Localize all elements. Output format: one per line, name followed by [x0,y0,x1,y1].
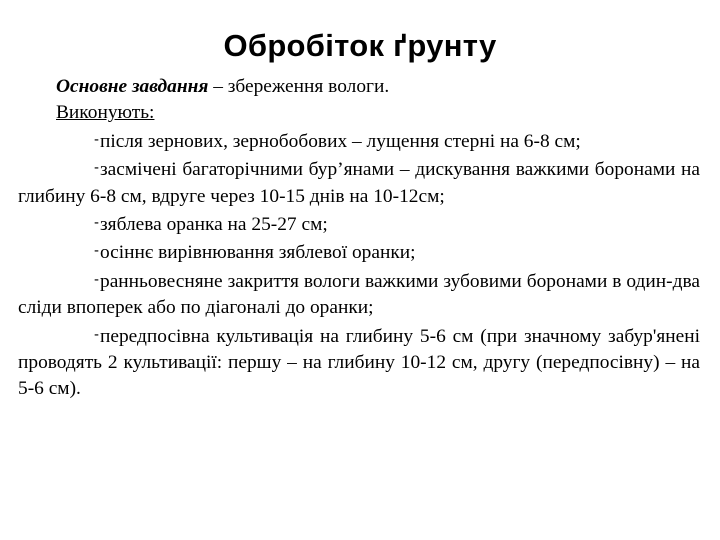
list-item [18,155,700,210]
main-task-paragraph [18,74,700,100]
performed-heading-paragraph [18,100,700,126]
slide-title: Обробіток ґрунту [223,28,497,63]
list-item [18,322,700,403]
performed-heading: Виконують: [56,102,155,124]
list-item [18,238,700,266]
list-item-text: передпосівна культивація на глибину 5-6 см (при значному забур'янені проводять 2 культивації: першу – на глибину 10-12 см, другу (передпосівну) – на 5-6 см). [18,325,700,400]
main-task-text: – збереження вологи. [208,76,390,97]
list-item [18,127,700,155]
list-item-text: засмічені багаторічними бур’янами – дискування важкими боронами на глибину 6-8 см, вдруге через 10-15 днів на 10-12см; [18,159,700,207]
list-item-text: ранньовесняне закриття вологи важкими зубовими боронами в один-два сліди впоперек або по діагоналі до оранки; [18,270,700,319]
list-item-text: осіннє вирівнювання зяблевої оранки; [100,242,416,264]
slide-body [18,74,700,403]
dash-bullet-icon: - [94,325,99,343]
list-item [18,267,700,322]
dash-bullet-icon: - [94,242,99,260]
list-item-text: зяблева оранка на 25-27 см; [100,214,328,236]
dash-bullet-icon: - [94,214,99,232]
list-item [18,210,700,238]
dash-bullet-icon: - [94,130,99,148]
list-item-text: після зернових, зернобобових – лущення стерні на 6-8 см; [100,130,581,152]
main-task-label: Основне завдання [56,76,209,97]
dash-bullet-icon: - [94,270,99,288]
dash-bullet-icon: - [94,159,99,177]
